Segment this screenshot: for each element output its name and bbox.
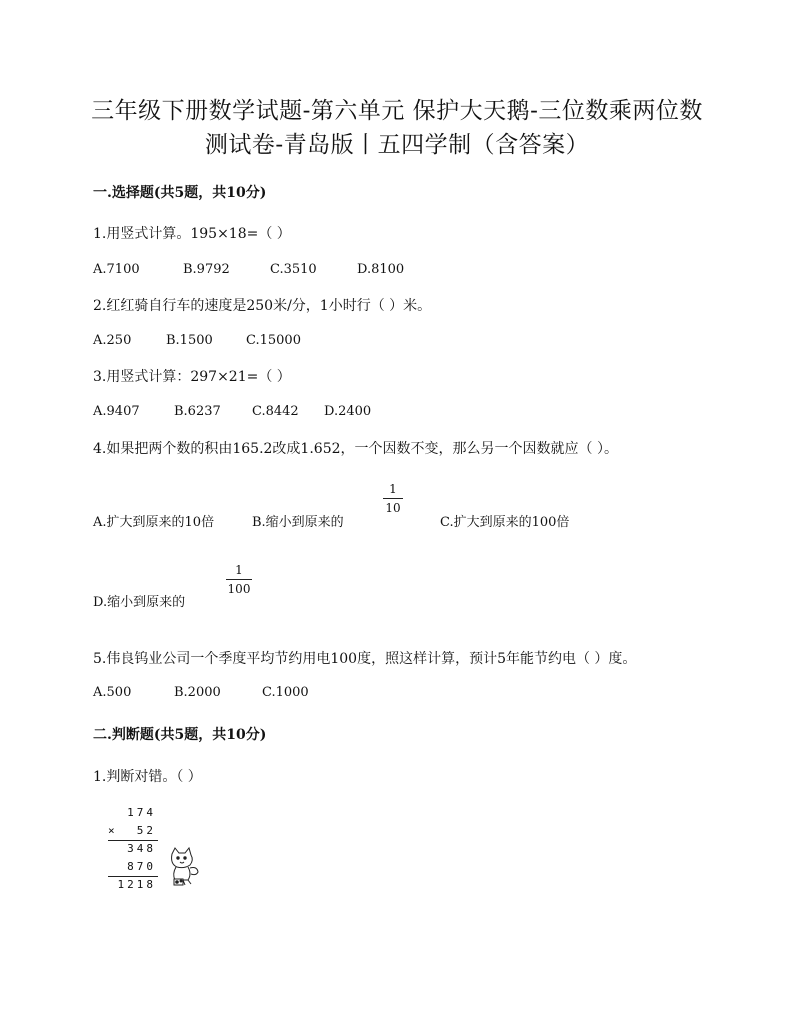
q4-option-b: B.缩小到原来的 [252, 515, 344, 530]
q1-option-a: A.7100 [93, 262, 140, 277]
q2-option-c: C.15000 [246, 333, 301, 348]
q4-option-d: D.缩小到原来的 [93, 595, 186, 610]
judgement-1: 1.判断对错。（ ） [93, 769, 202, 785]
calc-result: 1218 [117, 878, 156, 891]
q3-option-a: A.9407 [93, 404, 140, 419]
question-1: 1.用竖式计算。195×18=（ ） [93, 226, 291, 242]
fraction-bar [383, 498, 403, 499]
question-4: 4.如果把两个数的积由165.2改成1.652，一个因数不变，那么另一个因数就应（ ）。 [93, 441, 618, 457]
section-heading-judgement: 二.判断题(共5题，共10分) [93, 727, 267, 743]
calc-line [108, 876, 158, 877]
calc-multiplier: 52 [136, 824, 156, 837]
q2-option-a: A.250 [93, 333, 132, 348]
cartoon-cat-illustration [164, 846, 202, 888]
fraction-denominator: 100 [227, 582, 251, 596]
fraction-denominator: 10 [385, 501, 401, 515]
question-2: 2.红红骑自行车的速度是250米/分，1小时行（ ）米。 [93, 298, 432, 314]
fraction-numerator: 1 [389, 482, 397, 496]
q5-option-b: B.2000 [174, 685, 221, 700]
calc-line [108, 840, 158, 841]
q1-option-d: D.8100 [357, 262, 405, 277]
q3-option-d: D.2400 [324, 404, 372, 419]
q5-option-a: A.500 [93, 685, 132, 700]
q3-option-b: B.6237 [174, 404, 221, 419]
q5-option-c: C.1000 [262, 685, 309, 700]
question-3: 3.用竖式计算：297×21=（ ） [93, 369, 291, 385]
q4-option-d-fraction [226, 563, 252, 596]
section-heading-choice: 一.选择题(共5题，共10分) [93, 185, 267, 201]
q1-option-b: B.9792 [183, 262, 230, 277]
q1-option-c: C.3510 [270, 262, 317, 277]
question-5: 5.伟良钨业公司一个季度平均节约用电100度，照这样计算，预计5年能节约电（ ）度。 [93, 651, 637, 667]
q4-option-b-fraction [383, 482, 403, 515]
fraction-numerator: 1 [235, 563, 243, 577]
fraction-bar [226, 579, 252, 580]
q4-option-c: C.扩大到原来的100倍 [440, 515, 570, 530]
q3-option-c: C.8442 [252, 404, 299, 419]
q2-option-b: B.1500 [166, 333, 213, 348]
calc-times-sign: × [108, 824, 115, 837]
calc-multiplicand: 174 [127, 806, 156, 819]
calc-partial-1: 348 [127, 842, 156, 855]
doc-title-line1: 三年级下册数学试题-第六单元 保护大天鹅-三位数乘两位数 [91, 98, 703, 124]
doc-title-line2: 测试卷-青岛版丨五四学制（含答案） [204, 132, 590, 158]
calc-partial-2: 870 [127, 860, 156, 873]
q4-option-a: A.扩大到原来的10倍 [93, 515, 215, 530]
